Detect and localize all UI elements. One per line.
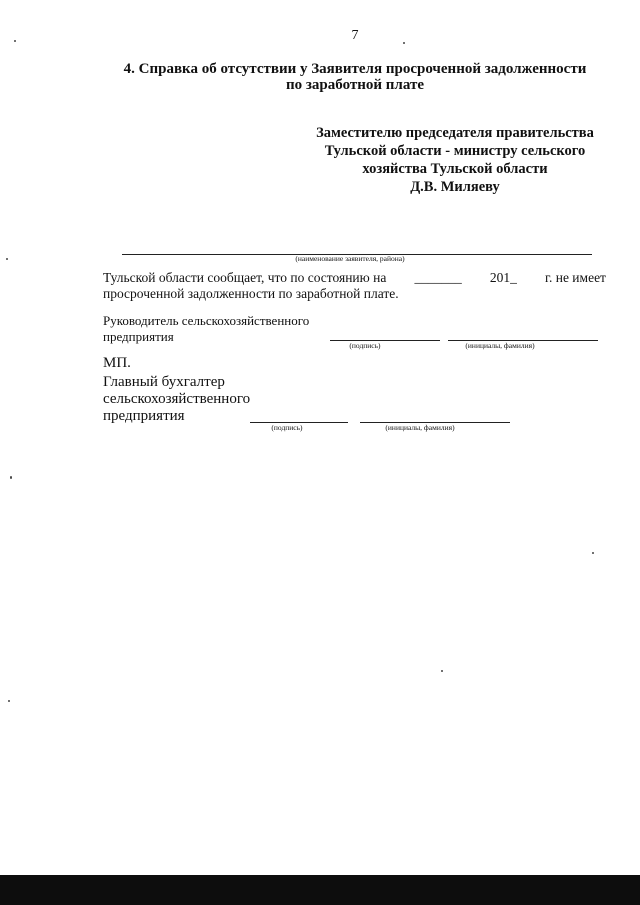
- accountant-name-caption: (инициалы, фамилия): [385, 423, 455, 432]
- addressee-line-3: хозяйства Тульской области: [362, 161, 548, 177]
- applicant-caption: (наименование заявителя, района): [295, 254, 405, 263]
- title-line-1: 4. Справка об отсутствии у Заявителя просроченной задолженности: [123, 61, 587, 77]
- stamp-label: МП.: [103, 355, 131, 371]
- addressee-line-2: Тульской области - министру сельского: [324, 143, 586, 159]
- accountant-role: [103, 374, 250, 425]
- addressee-line-1: Заместителю председателя правительства: [316, 125, 594, 141]
- title-line-2: по заработной плате: [286, 77, 424, 93]
- scan-speck: [8, 700, 10, 702]
- statement-prefix: Тульской области сообщает, что по состоянию на: [103, 270, 387, 285]
- head-signature-caption: (подпись): [349, 341, 381, 350]
- statement-line-2: просроченной задолженности по заработной плате.: [103, 286, 399, 301]
- accountant-role-line-1: Главный бухгалтер: [103, 374, 225, 390]
- accountant-role-line-2: сельскохозяйственного: [103, 391, 251, 407]
- statement-paragraph: [103, 270, 606, 302]
- scan-speck: [592, 552, 594, 554]
- scan-speck: [441, 670, 443, 672]
- addressee-block: [290, 124, 620, 196]
- scan-speck: [10, 476, 12, 479]
- scan-speck: [403, 42, 405, 44]
- head-role-line-1: Руководитель сельскохозяйственного: [103, 313, 310, 328]
- document-title: [80, 61, 630, 93]
- head-role-line-2: предприятия: [103, 329, 174, 344]
- statement-line-1: [103, 270, 606, 286]
- head-role: [103, 313, 309, 345]
- statement-suffix: г. не имеет: [544, 270, 606, 285]
- addressee-line-4: Д.В. Миляеву: [410, 179, 500, 195]
- year-field[interactable]: 201_: [489, 270, 517, 285]
- head-name-caption: (инициалы, фамилия): [465, 341, 535, 350]
- page-number: 7: [351, 28, 359, 43]
- accountant-signature-caption: (подпись): [271, 423, 303, 432]
- date-blank[interactable]: _______: [414, 270, 462, 285]
- scan-speck: [6, 258, 8, 260]
- accountant-role-line-3: предприятия: [103, 408, 185, 424]
- scan-speck: [14, 40, 16, 42]
- scan-border-bar: [0, 875, 640, 905]
